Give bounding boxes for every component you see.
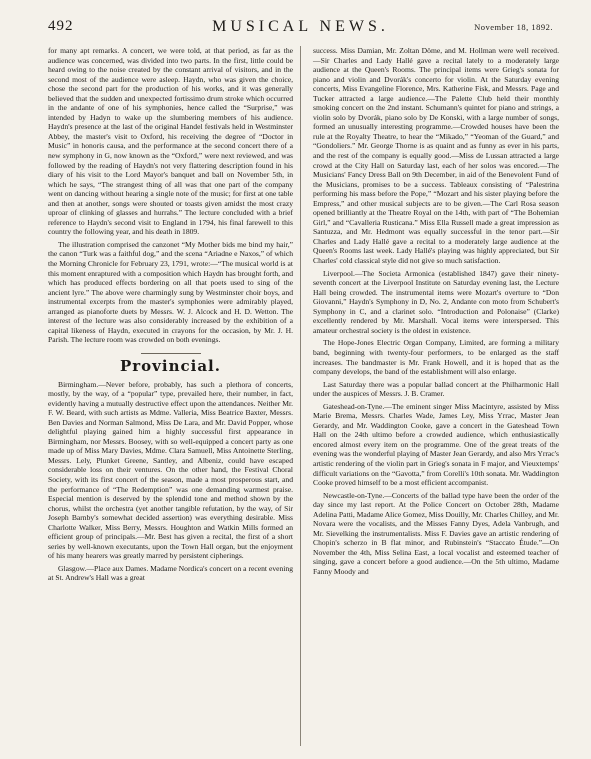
article-paragraph: Gateshead-on-Tyne.—The eminent singer Miss Macintyre, assisted by Miss Marie Brema, Messrs. Charles Wade, James Ley, Miss Yrrac, Master Jean Gerardy, and Mr. Waddington Cooke, gave a concert in the Gateshead Town Hall on the 24th ultimo before a crowded audience, which enthusiastically encored almost every item on the programme. One of the great treats of the evening was the wonderful playing of Master Jean Gerardy, and also Mrs Yrrac's artistic rendering of the violin part in Grieg's sonata in F major, and Vieuxtemps' difficult variations on the “Gavotta,” from Corelli's 10th sonata. Mr. Waddington Cooke proved himself to be a most efficient accompanist. xyxy=(313,401,559,488)
article-paragraph: Birmingham.—Never before, probably, has such a plethora of concerts, mostly, by the way, of a “popular” type, prevailed here, their number, in fact, evidently having a mutually destructive effect upon the attendances. Neither Mr. F. W. Beard, with such artists as Mdme. Valleria, Miss Beatrice Baxter, Messrs. Ben Davies and Norman Salmond, Miss De Lara, and Mr. David Popper, whose delightful playing gained him a highly successful first appearance in Birmingham, nor Messrs. Boosey, with so well-equipped a concert party as one made up of Miss Mary Davies, Mdme. Clara Samuell, Miss Antoinette Sterling, Messrs. Lely, Plunket Greene, Santley, and Albeniz, could have escaped considerable loss on their ventures. On the other hand, the Festival Choral Society, with its first concert of the season, made a most prosperous start, and the performance of “The Redemption” was one demanding warmest praise. Especial mention is deserved by the splendid tone and method shown by the chorus, whilst the orchestra (yet another tangible refutation, by the way, of Sir Joseph Barnby's somewhat decided assertion) was everything desirable. Miss Charlotte Walker, Miss Berry, Messrs. Houghton and Watkin Mills formed an efficient group of principals.—Mr. Best has given a recital, the first of a short series by well-known executants, upon the Town Hall organ, but the enjoyment of his many hearers was greatly marred by persistent cipherings. xyxy=(48,379,293,561)
article-paragraph: for many apt remarks. A concert, we were told, at that period, as far as the audience was concerned, was divided into two parts. In the first, little could be heard owing to the noise created by the constant arrival of visitors, and in the second most of the audience were asleep. Haydn, who was given the choice, chose the second part for the production of his works, and it was generally believed that the sudden and unexpected fortissimo drum stroke which occurred in the andante of one of his symphonies, hence called the “Surprise,” was intended by Hadyn to wake up the slumbering members of his audience. Haydn's presence at the last of the original Handel festivals held in Westminster Abbey, the master's visit to Oxford, his receiving the degree of “Doctor in Music” in honoris causa, and the performance at the second concert there of a new symphony in G, now known as the “Oxford,” were next reviewed, and was followed by the reading of Haydn's not very flattering description found in his diary of his visit to the Lord Mayor's banquet and ball on November 5th, in which he says, “The strangest thing of all was that one part of the company went on dancing without hearing a single note of the music; for first at one table and then at another, songs were shouted or toasts given amidst the most crazy uproar of clinking of glasses and hurrahs.” The lecture concluded with a brief reference to Haydn's second visit to England in 1794, his final farewell to this country the following year, and his death in 1809. xyxy=(48,46,293,237)
right-column xyxy=(313,46,559,580)
article-paragraph: Newcastle-on-Tyne.—Concerts of the ballad type have been the order of the day since my last report. At the Police Concert on October 28th, Madame Adelina Patti, Madame Alice Gomez, Miss Douilly, Mr. Charles Chilley, and Mr. Novara were the vocalists, and the Misses Fanny Dyes, Adela Vanbrugh, and Mr. Sievelking the instrumentalists. Miss F. Davies gave an artistic rendering of Chopin's scherzo in B flat minor, and Rubinstein's “Staccato Étude.”—On November the 4th, Miss Selina East, a local vocalist and esteemed teacher of singing, gave a concert before a good audience.—On the 5th ultimo, Madame Fanny Moody and xyxy=(313,490,559,576)
masthead-title: MUSICAL NEWS. xyxy=(212,18,389,35)
section-rule xyxy=(141,353,201,354)
article-paragraph: Glasgow.—Place aux Dames. Madame Nordica's concert on a recent evening at St. Andrew's Hall was a great xyxy=(48,563,293,583)
left-column xyxy=(48,46,293,586)
issue-date: November 18, 1892. xyxy=(474,22,553,32)
page-number: 492 xyxy=(48,18,74,34)
article-paragraph: Last Saturday there was a popular ballad concert at the Philharmonic Hall under the auspices of Messrs. J. B. Cramer. xyxy=(313,379,559,399)
page-header xyxy=(48,16,553,38)
article-paragraph: Liverpool.—The Societa Armonica (established 1847) gave their ninety-seventh concert at the Liverpool Institute on Saturday evening last, the Lecture Hall being crowded. The instrumental items were Mozart's overture to “Don Giovanni,” Haydn's Symphony in D, No. 2, Andante con moto from Schubert's Symphony in C, and a clarinet solo. “Introduction and Polonaise” (Clarke) excellently rendered by Mr. Marshall. Vocal items were interspersed. This amateur orchestral society is the oldest in existence. xyxy=(313,268,559,335)
article-paragraph: The Hope-Jones Electric Organ Company, Limited, are forming a military band, beginning with twenty-four performers, to be enlarged as the staff increases. The bandmaster is Mr. Frank Howell, and it is hoped that as the company develops, the band of the establishment will also enlarge. xyxy=(313,338,559,377)
article-paragraph: success. Miss Damian, Mr. Zoltan Döme, and M. Hollman were well received.—Sir Charles and Lady Hallé gave a recital lately to a moderately large audience at the Queen's Rooms. The principal items were Grieg's sonata for piano and violin and Dvorák's concerto for violin. At the Saturday evening concerts, Miss Evangeline Florence, Mrs. Katherine Fisk, and Messrs. Page and Tucker attracted a large audience.—The Palette Club held their monthly smoking concert on the 2nd instant. Schumann's quintet for piano and strings, a violin solo by Dvorák, piano solo by De Konski, with a large number of songs, formed an unusually interesting programme.—Crowded houses have been the rule at the Royalty Theatre, to hear the “Mikado,” “Yeoman of the Guard,” and “Gondoliers.” Mr. George Thorne is as quaint and as funny as ever in his parts, and the rest of the company is equally good.—Miss de Lussan attracted a large crowd at the City Hall on Saturday last, each of her solos was encored.—The Musicians' Fancy Dress Ball on 9th December, in aid of the Benevolent Fund of the Musicians, promises to be a success. Tableaux consisting of “Palestrina performing his mass before the Pope,” “Mozart and his sister playing before the Empress,” and other musical subjects are to be given.—The Carl Rosa season opened brilliantly at the Theatre Royal on the 14th, with part of “The Bohemian Girl,” and “Cavalleria Rusticana.” Miss Ella Russell made a great impression as Santuzza, and Mr. Hedmont was equally successful in the tenor part.—Sir Charles and Lady Hallé gave a recital to a moderately large audience at the Queen's Rooms last week. Lady Hallé's playing was highly appreciated, but Sir Charles' cold classical style did not give so much satisfaction. xyxy=(313,46,559,266)
section-heading: Provincial. xyxy=(120,356,221,375)
column-divider xyxy=(300,46,301,746)
article-paragraph: The illustration comprised the canzonet “My Mother bids me bind my hair,” the canon “Turk was a faithful dog,” and the scena “Ariadne e Naxos,” of which the Morning Chronicle for February 23, 1791, wrote:—“The musical world is at this moment enraptured with a composition which Haydn has brought forth, and which has produced effects bordering on all that poets used to sing of the ancient lyre.” The above were charmingly sung by Westminster choir boys, and instrumental excerpts from the master's symphonies were admirably played, arranged as pianoforte duets by Messrs. W. J. Alcock and H. D. Wetton. The interest of the lecture was also considerably increased by the exhibition of a capital likeness of Haydn, executed in crayons for the occasion, by Mr. J. H. Parish. The lecture room was crowded on both evenings. xyxy=(48,239,293,345)
